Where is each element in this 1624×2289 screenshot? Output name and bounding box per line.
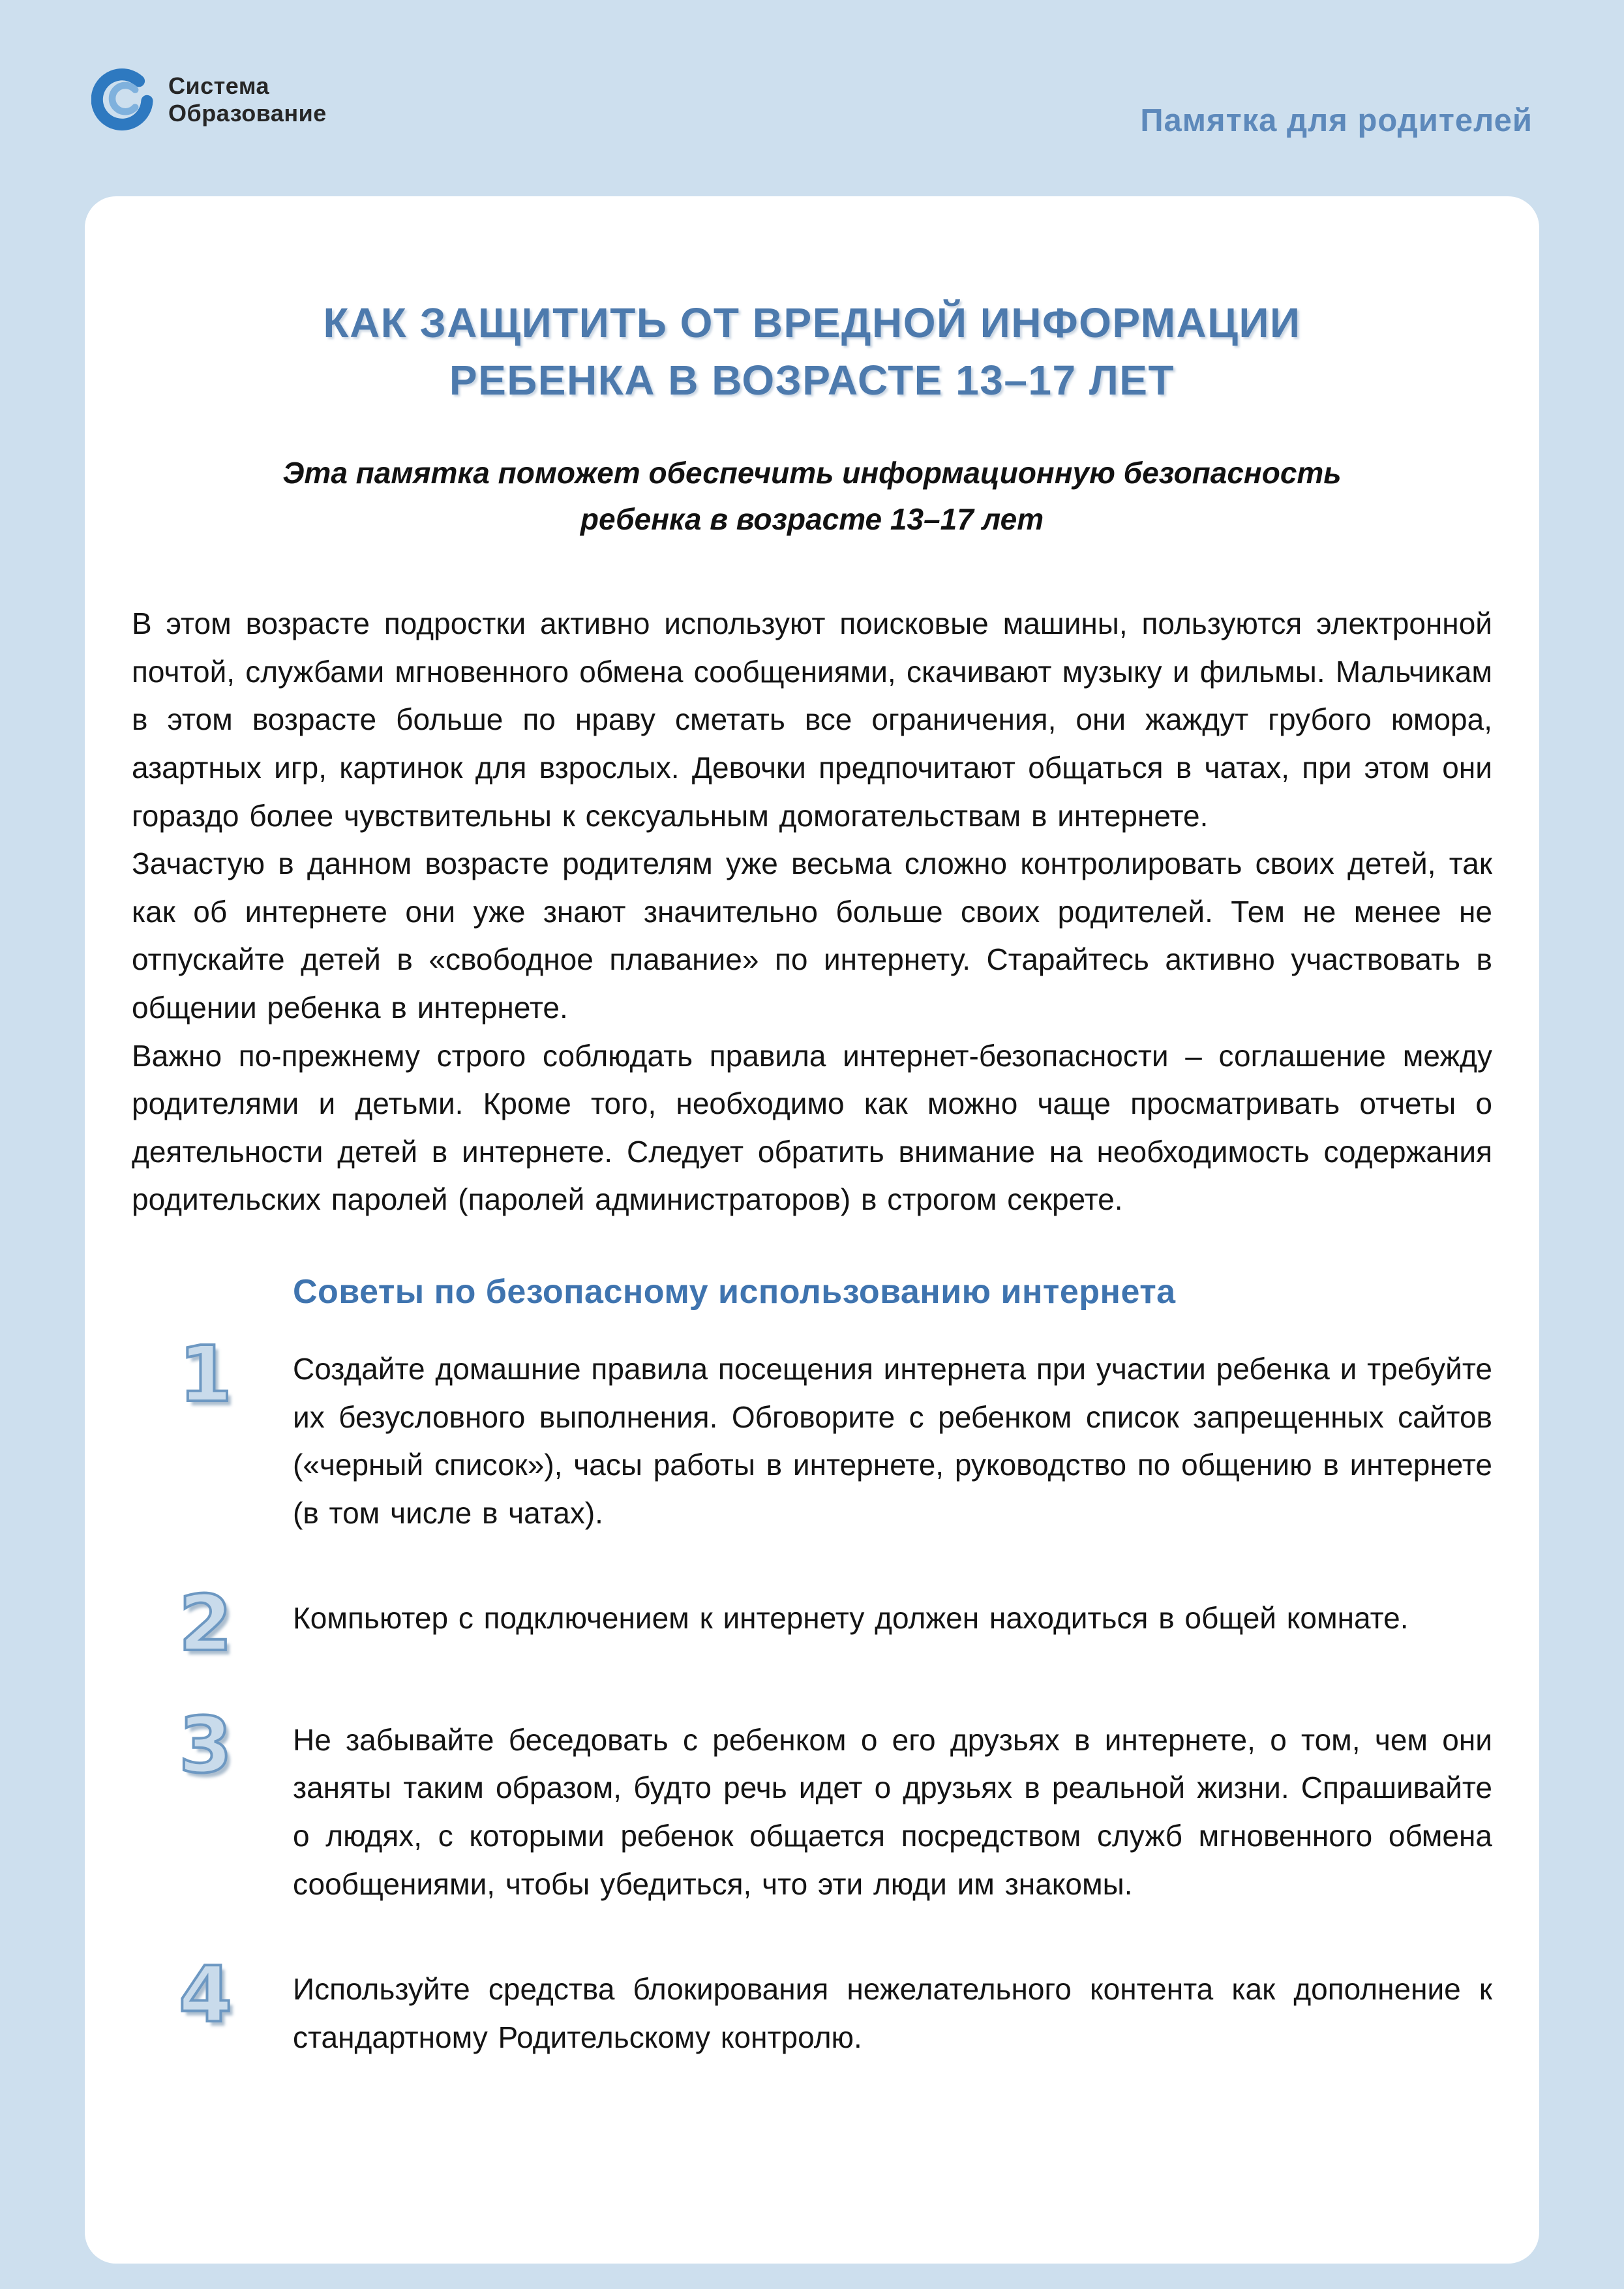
tips-heading: Советы по безопасному использованию интернета (293, 1272, 1176, 1311)
tip-text-2: Компьютер с подключением к интернету должен находиться в общей комнате. (293, 1601, 1409, 1636)
intro-paragraphs (132, 600, 1492, 1224)
intro-paragraph-1: В этом возрасте подростки активно используют поисковые машины, пользуются электронной почтой, службами мгновенного обмена сообщениями, скачивают музыку и фильмы. Мальчикам в этом возрасте больше по нраву сметать все ограничения, они жаждут грубого юмора, азартных игр, картинок для взрослых. Девочки предпочитают общаться в чатах, при этом они гораздо более чувствительны к сексуальным домогательствам в интернете. (132, 606, 1492, 833)
intro-paragraph-2: Зачастую в данном возрасте родителям уже весьма сложно контролировать своих детей, так как об интернете они уже знают значительно больше своих родителей. Тем не менее не отпускайте детей в «свободное плавание» по интернету. Старайтесь активно участвовать в общении ребенка в интернете. (132, 846, 1492, 1025)
logo-text (168, 72, 327, 128)
tip-number-2: 2 (179, 1578, 233, 1669)
tip-item-3 (132, 1699, 1492, 1908)
tips-list (132, 1328, 1492, 2061)
tip-number-3: 3 (179, 1699, 233, 1790)
tip-text-1: Создайте домашние правила посещения интернета при участии ребенка и требуйте их безусловного выполнения. Обговорите с ребенком список запрещенных сайтов («черный список»), часы работы в интернете, руководство по общению в интернете (в том числе в чатах). (293, 1351, 1492, 1530)
tip-item-1 (132, 1328, 1492, 1537)
tip-item-4 (132, 1949, 1492, 2061)
title-line-2: РЕБЕНКА В ВОЗРАСТЕ 13–17 ЛЕТ (449, 357, 1175, 404)
intro-paragraph-3: Важно по-прежнему строго соблюдать правила интернет-безопасности – соглашение между родителями и детьми. Кроме того, необходимо как можно чаще просматривать отчеты о деятельности детей в интернете. Следует обратить внимание на необходимость содержания родительских паролей (паролей администраторов) в строгом секрете. (132, 1038, 1492, 1217)
document-subtitle: Эта памятка поможет обеспечить информационную безопасность ребенка в возрасте 13–17 лет (282, 455, 1342, 536)
tip-item-2 (132, 1578, 1492, 1669)
logo-line-1: Система (168, 72, 270, 99)
title-line-1: КАК ЗАЩИТИТЬ ОТ ВРЕДНОЙ ИНФОРМАЦИИ (323, 299, 1301, 346)
tip-text-4: Используйте средства блокирования нежелательного контента как дополнение к стандартному Родительскому контролю. (293, 1972, 1492, 2054)
logo (91, 68, 327, 131)
header-tagline: Памятка для родителей (1140, 103, 1533, 138)
document-title (132, 294, 1492, 410)
tip-number-4: 4 (179, 1949, 233, 2040)
tip-number-1: 1 (179, 1328, 233, 1419)
tip-text-3: Не забывайте беседовать с ребенком о его друзьях в интернете, о том, чем они заняты таким образом, будто речь идет о друзьях в реальной жизни. Спрашивайте о людях, с которыми ребенок общается посредством служб мгновенного обмена сообщениями, чтобы убедиться, что эти люди им знакомы. (293, 1722, 1492, 1901)
logo-line-2: Образование (168, 100, 327, 127)
logo-globe-icon (91, 68, 154, 131)
header (0, 0, 1624, 139)
document-card (85, 196, 1539, 2264)
